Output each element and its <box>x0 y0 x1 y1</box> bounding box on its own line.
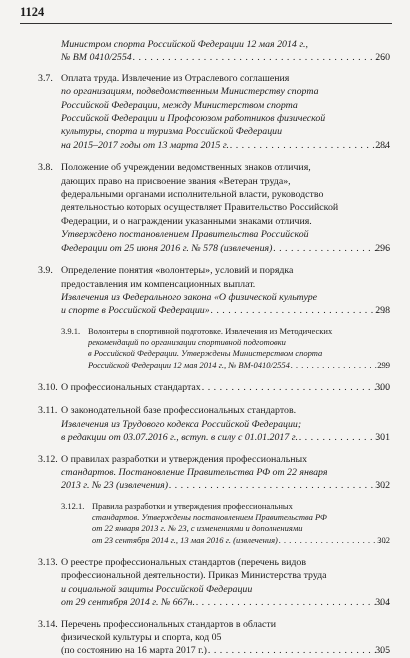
toc-line: Положение об учреждении ведомственных знаков отличия, <box>61 162 311 174</box>
toc-line: дающих право на присвоение звания «Ветеран труда», <box>61 175 291 187</box>
toc-line: О законодательной базе профессиональных стандартов. <box>61 405 297 417</box>
toc-line: по организациям, подведомственным Министерству спорта <box>61 86 319 98</box>
toc-page-number: 302 <box>375 480 390 492</box>
leader-dots <box>168 479 388 492</box>
leader-dots <box>195 596 388 609</box>
toc-page-number: 260 <box>375 52 390 64</box>
toc-entry-3-14 <box>0 618 410 658</box>
toc-line: Российской Федерации, между Министерством спорта <box>61 99 298 111</box>
toc-entry-number: 3.14. <box>38 618 58 630</box>
leader-dots <box>272 242 388 255</box>
toc-line: стандартов. Постановление Правительства РФ от 22 января <box>61 466 328 478</box>
toc-entry-number: 3.11. <box>38 405 58 417</box>
leader-dots <box>201 381 388 394</box>
toc-entry-3-11 <box>0 404 410 444</box>
toc-entry-3-9-1 <box>0 326 410 371</box>
toc-line: рекомендаций по организации спортивной подготовки <box>88 337 286 348</box>
toc-line: О реестре профессиональных стандартов (перечень видов <box>61 556 307 568</box>
toc-page-number: 300 <box>375 381 390 393</box>
toc-line: Российской Федерации 12 мая 2014 г., № ВМ-0410/2554 <box>88 359 290 370</box>
toc-entry-number: 3.13. <box>38 556 58 568</box>
toc-line: Министром спорта Российской Федерации 12 мая 2014 г., <box>61 39 308 50</box>
toc-line: Извлечения из Трудового кодекса Российской Федерации; <box>61 418 302 430</box>
toc-line: культуры, спорта и туризма Российской Федерации <box>61 126 283 138</box>
toc-line: физической культуры и спорта, код 05 <box>61 631 222 643</box>
toc-line: деятельностью которых осуществляет Правительство Российской <box>61 202 339 214</box>
toc-line: от 29 сентября 2014 г. № 667н. <box>61 597 195 609</box>
toc-line: и спорте в Российской Федерации» <box>61 305 210 317</box>
toc-entry-3-8 <box>0 161 410 255</box>
toc-line: в Российской Федерации. Утверждены Министерством спорта <box>88 348 323 359</box>
toc-line: О профессиональных стандартах <box>61 381 201 393</box>
toc-page-number: 302 <box>377 534 390 545</box>
toc-line: № ВМ 0410/2554 <box>61 52 132 64</box>
toc-page-number: 304 <box>375 597 390 609</box>
toc-line: Перечень профессиональных стандартов в области <box>61 618 276 630</box>
toc-line: в редакции от 03.07.2016 г., вступ. в силу с 01.01.2017 г. <box>61 432 298 444</box>
toc-line: профессиональной деятельности). Приказ Министерства труда <box>61 570 327 582</box>
toc-entry-3-9 <box>0 264 410 318</box>
toc-line: О правилах разработки и утверждения профессиональных <box>61 453 308 465</box>
toc-line: Российской Федерации и Профсоюзом работников физической <box>61 113 326 125</box>
leader-dots <box>132 51 388 64</box>
leader-dots <box>210 304 388 317</box>
toc-line: и социальной защиты Российской Федерации <box>61 583 253 595</box>
toc-line: 2013 г. № 23 (извлечения) <box>61 480 168 492</box>
toc-line: Федерации от 25 июня 2016 г. № 578 (извлечения) <box>61 242 273 254</box>
toc-line: предоставления им компенсационных выплат. <box>61 278 256 290</box>
toc-page-number: 298 <box>375 305 390 317</box>
toc-entry-3-12 <box>0 453 410 493</box>
header-rule <box>20 23 392 24</box>
toc-entry-3-10 <box>0 381 410 394</box>
toc-line: на 2015–2017 годы от 13 марта 2015 г. <box>61 139 230 151</box>
table-of-contents <box>0 38 410 658</box>
toc-line: Правила разработки и утверждения профессиональных <box>92 500 293 511</box>
toc-line: Утверждено постановлением Правительства Российской <box>61 229 309 241</box>
leader-dots <box>278 535 388 546</box>
toc-entry-continuation <box>0 38 410 65</box>
toc-line: Федерации, и о награждении указанными знаками отличия. <box>61 215 312 227</box>
toc-page-number: 299 <box>377 359 390 370</box>
leader-dots <box>290 360 388 371</box>
toc-line: от 22 января 2013 г. № 23, с изменениями и дополнениями <box>92 523 303 534</box>
toc-entry-number: 3.12. <box>38 453 58 465</box>
toc-entry-3-7 <box>0 72 410 152</box>
toc-page-number: 305 <box>375 645 390 657</box>
toc-entry-3-13 <box>0 556 410 610</box>
page-number: 1124 <box>20 5 45 19</box>
toc-line: (по состоянию на 16 марта 2017 г.) <box>61 645 207 657</box>
toc-line: от 23 сентября 2014 г., 13 мая 2016 г. (извлечения) <box>92 534 278 545</box>
toc-line: Извлечения из Федерального закона «О физической культуре <box>61 291 318 303</box>
toc-line: Определение понятия «волонтеры», условий и порядка <box>61 265 294 277</box>
leader-dots <box>229 139 388 152</box>
toc-page-number: 284 <box>375 139 390 151</box>
leader-dots <box>207 644 388 657</box>
toc-entry-number: 3.9.1. <box>61 325 81 336</box>
toc-line: Волонтеры в спортивной подготовке. Извлечения из Методических <box>88 325 333 336</box>
toc-entry-number: 3.10. <box>38 381 58 393</box>
toc-page-number: 301 <box>375 432 390 444</box>
toc-entry-number: 3.7. <box>38 72 53 84</box>
toc-page-number: 296 <box>375 242 390 254</box>
toc-entry-3-12-1 <box>0 501 410 546</box>
toc-entry-number: 3.9. <box>38 265 53 277</box>
toc-line: стандартов. Утверждены постановлением Правительства РФ <box>92 512 327 523</box>
toc-line: федеральными органами исполнительной власти, руководство <box>61 189 324 201</box>
toc-line: Оплата труда. Извлечение из Отраслевого соглашения <box>61 72 290 84</box>
toc-entry-number: 3.8. <box>38 162 53 174</box>
toc-entry-number: 3.12.1. <box>61 500 85 511</box>
